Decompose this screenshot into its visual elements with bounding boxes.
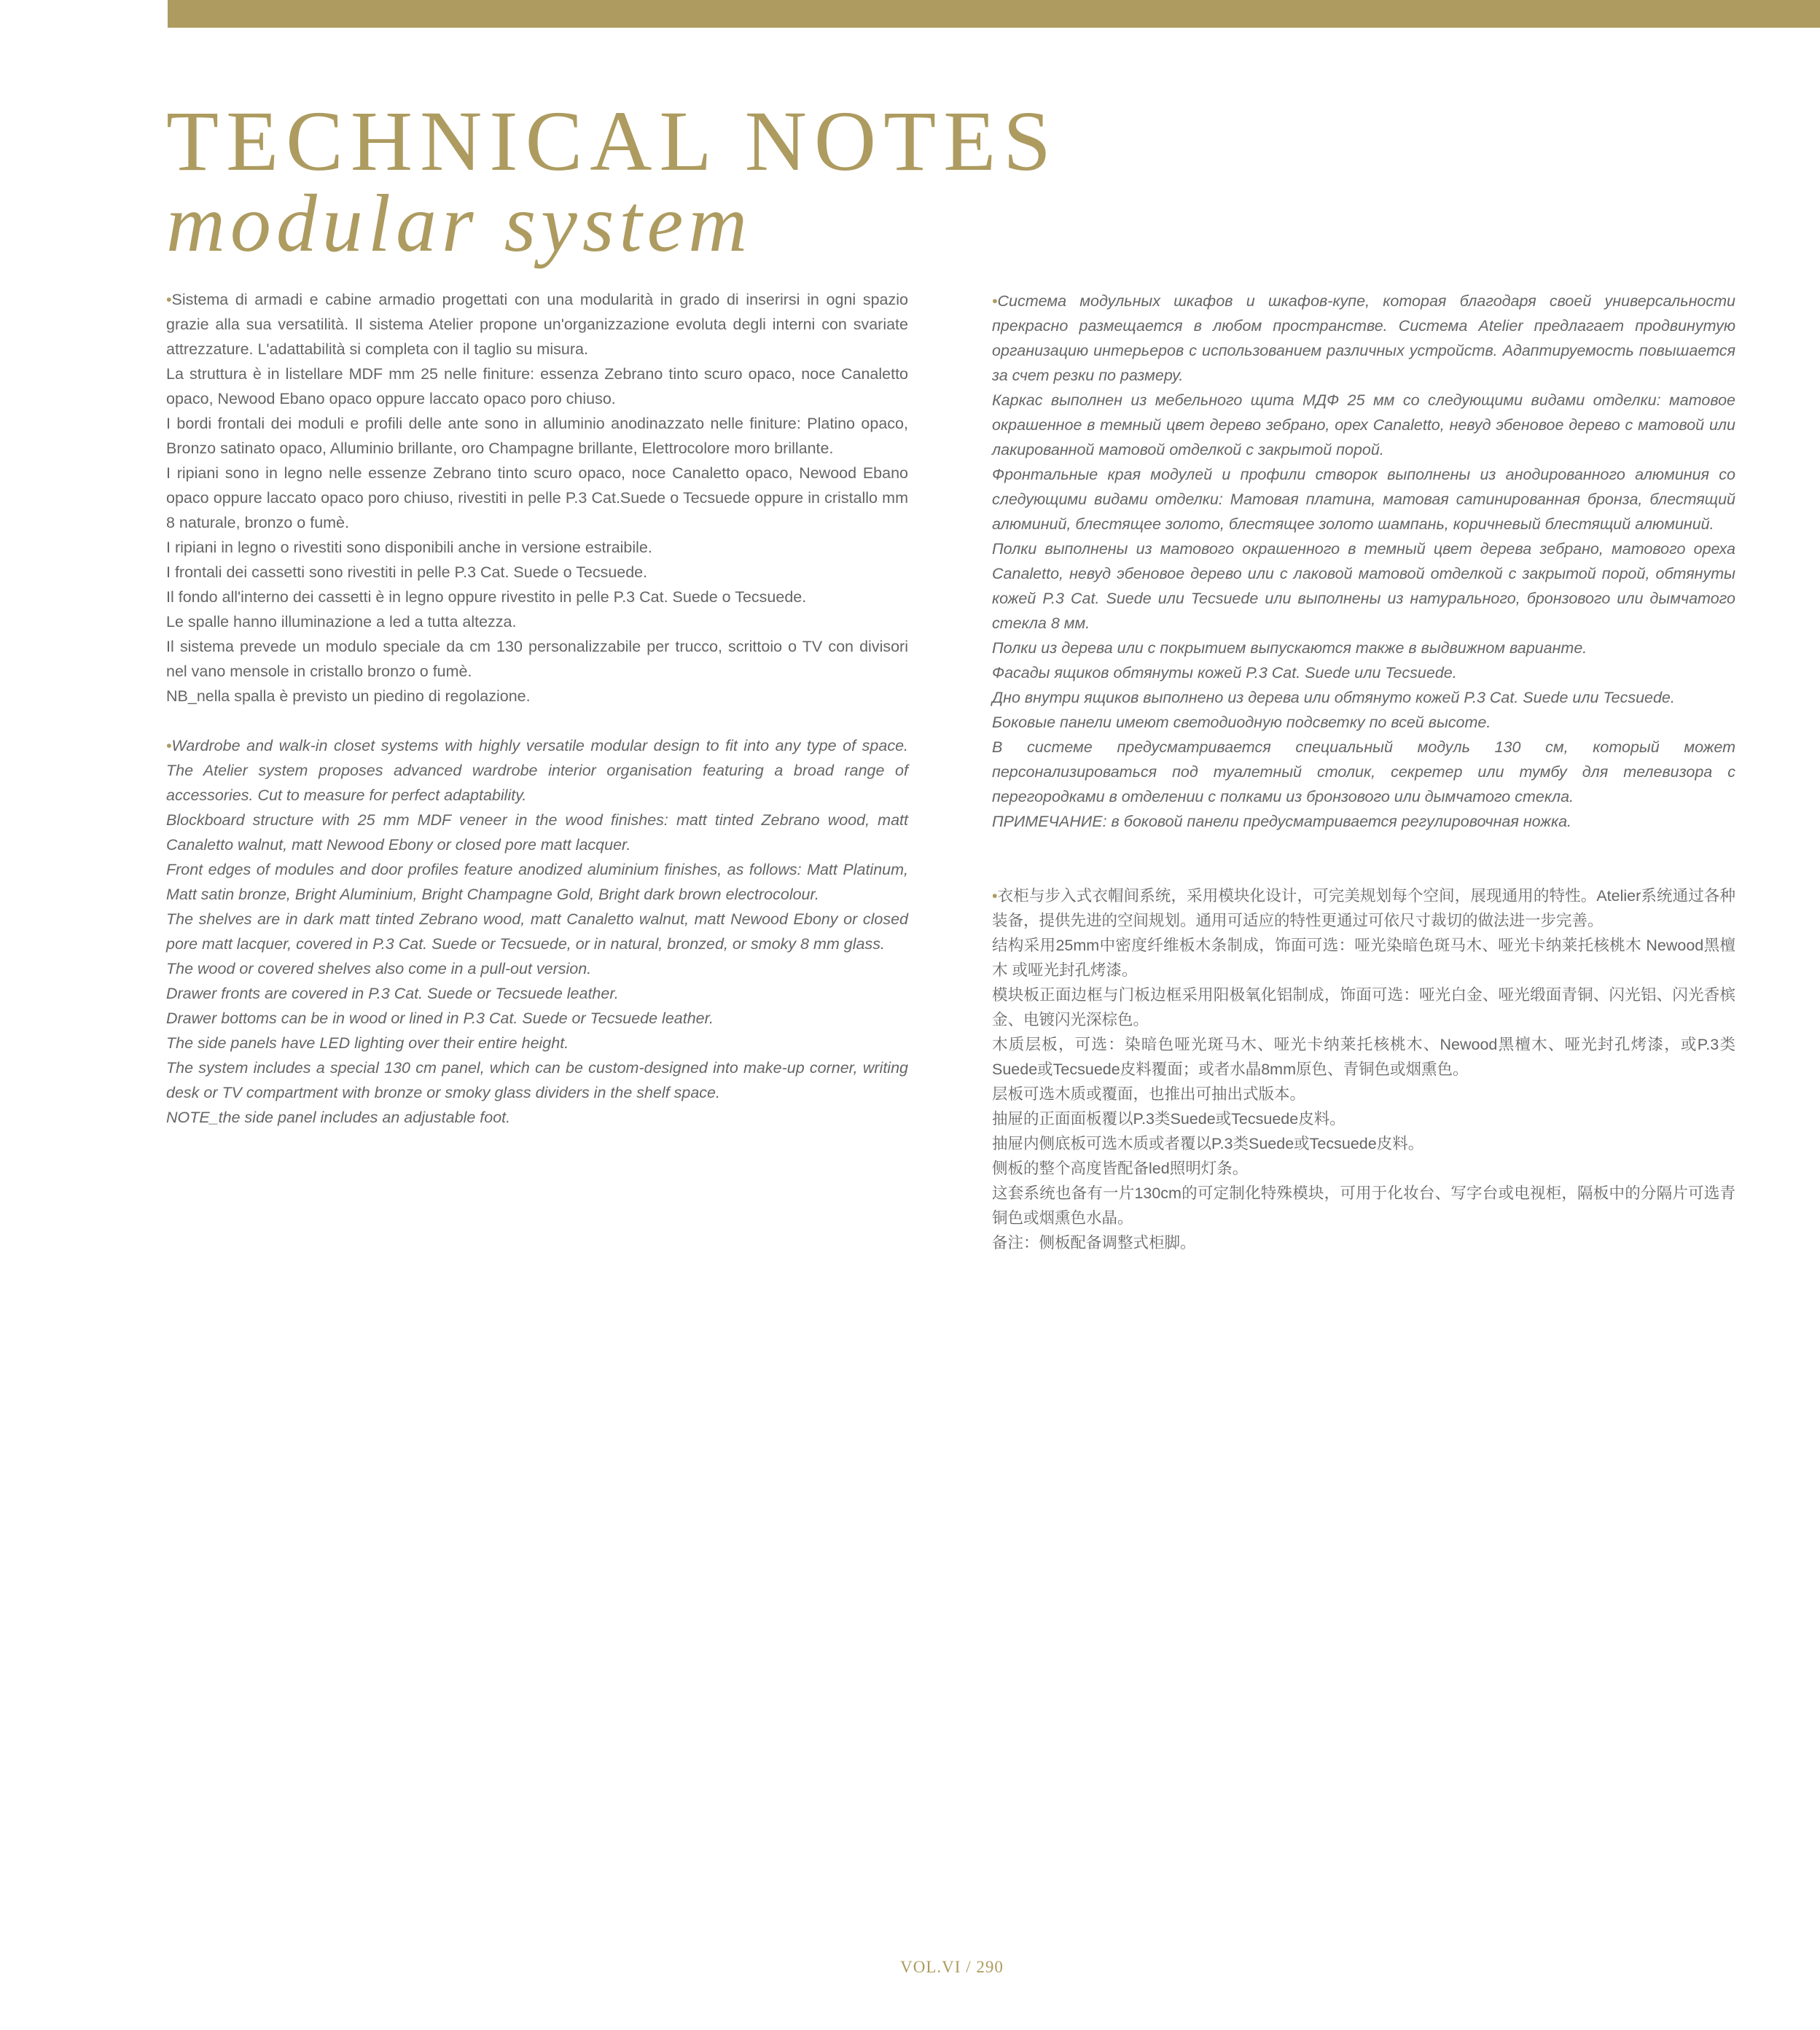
note-paragraph: Полки выполнены из матового окрашенного в темный цвет дерева зебрано, матового ореха Canaletto, невуд эбеновое дерево или с лаковой матовой отделкой с закрытой порой, обтянуты кожей P.3 Cat. Suede или Tecsuede или выполнены из натурального, бронзового или дымчатого стекла 8 мм. [992,540,1735,632]
note-paragraph: •衣柜与步入式衣帽间系统，采用模块化设计，可完美规划每个空间，展现通用的特性。Atelier系统通过各种装备，提供先进的空间规划。通用可适应的特性更通过可依尺寸裁切的做法进一步完善。 [992,887,1735,929]
note-paragraph: NB_nella spalla è previsto un piedino di regolazione. [166,687,531,705]
note-paragraph: The system includes a special 130 cm panel, which can be custom-designed into make-up corner, writing desk or TV compartment with bronze or smoky glass dividers in the shelf space. [166,1059,908,1101]
page-title: TECHNICAL NOTES [166,93,1058,189]
header-gold-band [168,0,1820,28]
note-paragraph: Фасады ящиков обтянуты кожей P.3 Cat. Suede или Tecsuede. [992,664,1457,682]
bullet-icon: • [166,737,172,754]
note-paragraph: 备注：侧板配备调整式柜脚。 [992,1234,1196,1252]
note-paragraph: NOTE_the side panel includes an adjustable foot. [166,1109,511,1126]
note-paragraph: Drawer bottoms can be in wood or lined in P.3 Cat. Suede or Tecsuede leather. [166,1010,714,1027]
note-paragraph: I frontali dei cassetti sono rivestiti in pelle P.3 Cat. Suede o Tecsuede. [166,563,648,581]
note-paragraph: 抽屉的正面面板覆以P.3类Suede或Tecsuede皮料。 [992,1110,1346,1128]
note-paragraph: ПРИМЕЧАНИЕ: в боковой панели предусматривается регулировочная ножка. [992,813,1572,830]
note-paragraph: The wood or covered shelves also come in a pull-out version. [166,960,592,977]
note-paragraph: Il fondo all'interno dei cassetti è in legno oppure rivestito in pelle P.3 Cat. Suede o Tecsuede. [166,588,807,606]
note-paragraph: 模块板正面边框与门板边框采用阳极氧化铝制成，饰面可选：哑光白金、哑光缎面青铜、闪光铝、闪光香槟金、电镀闪光深棕色。 [992,986,1735,1028]
chinese-notes [992,883,1735,1255]
note-paragraph: Le spalle hanno illuminazione a led a tutta altezza. [166,613,517,631]
right-column [992,289,1735,1280]
bullet-icon: • [992,292,998,310]
note-paragraph: 结构采用25mm中密度纤维板木条制成，饰面可选：哑光染暗色斑马木、哑光卡纳莱托核桃木 Newood黑檀木 或哑光封孔烤漆。 [992,937,1735,979]
note-paragraph: •Система модульных шкафов и шкафов-купе, которая благодаря своей универсальности прекрасно размещается в любом пространстве. Система Atelier предлагает продвинутую организацию интерьеров с использованием различных устройств. Адаптируемость повышается за счет резки по размеру. [992,292,1735,384]
page-footer [0,1958,1820,1977]
note-paragraph: Il sistema prevede un modulo speciale da cm 130 personalizzabile per trucco, scrittoio o TV con divisori nel vano mensole in cristallo bronzo o fumè. [166,638,908,680]
note-paragraph: 木质层板，可选：染暗色哑光斑马木、哑光卡纳莱托核桃木、Newood黑檀木、哑光封孔烤漆，或P.3类Suede或Tecsuede皮料覆面；或者水晶8mm原色、青铜色或烟熏色。 [992,1036,1735,1078]
note-paragraph: The side panels have LED lighting over their entire height. [166,1034,569,1052]
note-paragraph: Полки из дерева или с покрытием выпускаются также в выдвижном варианте. [992,639,1587,657]
note-paragraph: Drawer fronts are covered in P.3 Cat. Suede or Tecsuede leather. [166,985,619,1002]
footer-separator: / [961,1958,977,1976]
note-paragraph: В системе предусматривается специальный модуль 130 см, который может персонализироваться под туалетный столик, секретер или тумбу для телевизора с перегородками в отделении с полками из бронзового или дымчатого стекла. [992,738,1735,805]
note-paragraph: I bordi frontali dei moduli e profili delle ante sono in alluminio anodinazzato nelle finiture: Platino opaco, Bronzo satinato opaco, Alluminio brillante, oro Champagne brillante, Elettrocolore moro brillante. [166,415,908,457]
note-paragraph: La struttura è in listellare MDF mm 25 nelle finiture: essenza Zebrano tinto scuro opaco, noce Canaletto opaco, Newood Ebano opaco oppure laccato opaco poro chiuso. [166,365,908,407]
note-paragraph: The shelves are in dark matt tinted Zebrano wood, matt Canaletto walnut, matt Newood Ebony or closed pore matt lacquer, covered in P.3 Cat. Suede or Tecsuede, or in natural, bronzed, or smoky 8 mm glass. [166,910,908,953]
volume-label: VOL.VI [900,1958,961,1976]
bullet-icon: • [166,291,172,308]
note-paragraph: Дно внутри ящиков выполнено из дерева или обтянуто кожей P.3 Cat. Suede или Tecsuede. [992,689,1675,706]
note-paragraph: 这套系统也备有一片130cm的可定制化特殊模块，可用于化妆台、写字台或电视柜，隔板中的分隔片可选青铜色或烟熏色水晶。 [992,1184,1735,1227]
note-paragraph: 抽屉内侧底板可选木质或者覆以P.3类Suede或Tecsuede皮料。 [992,1135,1424,1152]
left-column [166,287,908,1155]
note-paragraph: 侧板的整个高度皆配备led照明灯条。 [992,1160,1249,1177]
note-paragraph: Каркас выполнен из мебельного щита МДФ 25 мм со следующими видами отделки: матовое окрашенное в темный цвет дерево зебрано, орех Canaletto, невуд эбеновое дерево с матовой или лакированной матовой отделкой с закрытой порой. [992,391,1735,458]
note-paragraph: Blockboard structure with 25 mm MDF veneer in the wood finishes: matt tinted Zebrano wood, matt Canaletto walnut, matt Newood Ebony or closed pore matt lacquer. [166,811,908,854]
note-paragraph: Боковые панели имеют светодиодную подсветку по всей высоте. [992,714,1491,731]
note-paragraph: Фронтальные края модулей и профили створок выполнены из анодированного алюминия со следующими видами отделки: Матовая платина, матовая сатинированная бронза, блестящий алюминий, блестящее золото, блестящее золото шампань, коричневый блестящий алюминий. [992,466,1735,533]
page-subtitle: modular system [166,179,753,269]
note-paragraph: •Sistema di armadi e cabine armadio progettati con una modularità in grado di inserirsi in ogni spazio grazie alla sua versatilità. Il sistema Atelier propone un'organizzazione evoluta degli interni con svariate attrezzature. L'adattabilità si completa con il taglio su misura. [166,291,908,358]
note-paragraph: I ripiani sono in legno nelle essenze Zebrano tinto scuro opaco, noce Canaletto opaco, Newood Ebano opaco oppure laccato opaco poro chiuso, rivestiti in pelle P.3 Cat.Suede o Tecsuede oppure in cristallo mm 8 naturale, bronzo o fumè. [166,464,908,531]
russian-notes [992,289,1735,834]
page-number: 290 [976,1958,1004,1976]
english-notes [166,733,908,1130]
note-paragraph: Front edges of modules and door profiles feature anodized aluminium finishes, as follows: Matt Platinum, Matt satin bronze, Bright Aluminium, Bright Champagne Gold, Bright dark brown electrocolour. [166,861,908,903]
note-paragraph: I ripiani in legno o rivestiti sono disponibili anche in versione estraibile. [166,539,652,556]
note-paragraph: •Wardrobe and walk-in closet systems with highly versatile modular design to fit into any type of space. The Atelier system proposes advanced wardrobe interior organisation featuring a broad range of accessories. Cut to measure for perfect adaptability. [166,737,908,804]
bullet-icon: • [992,887,998,905]
note-paragraph: 层板可选木质或覆面，也推出可抽出式版本。 [992,1085,1306,1103]
italian-notes [166,287,908,708]
